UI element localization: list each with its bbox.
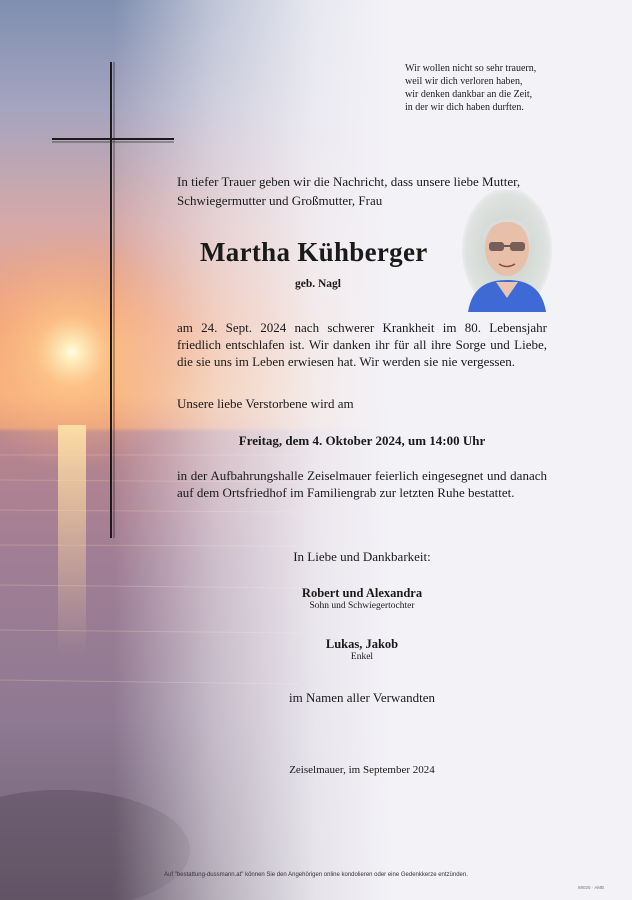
cross-icon (110, 62, 112, 538)
poem-line: Wir wollen nicht so sehr trauern, (405, 63, 537, 74)
deceased-name: Martha Kühberger (200, 237, 428, 267)
funeral-date: Freitag, dem 4. Oktober 2024, um 14:00 Uhr (238, 433, 486, 448)
footer-note: Auf "bestattung-dussmann.at" können Sie den Angehörigen online kondolieren oder eine Gedenkkerze entzünden. (164, 872, 468, 878)
place-date: Zeiselmauer, im September 2024 (289, 764, 435, 776)
family-relation: Sohn und Schwiegertochter (309, 601, 415, 611)
portrait-photo (462, 190, 552, 312)
cross-bar (52, 138, 174, 140)
poem-line: in der wir dich haben durften. (405, 102, 524, 113)
death-paragraph: am 24. Sept. 2024 nach schwerer Krankheit im 80. Lebensjahr friedlich entschlafen ist. Wir danken ihr für all ihre Sorge und Liebe, die sie uns im Leben erwiesen hat. Wir werden sie nie vergessen. (177, 320, 547, 369)
family-relation: Enkel (350, 652, 374, 662)
intro-text: In tiefer Trauer geben wir die Nachricht, dass unsere liebe Mutter, Schwiegermutter und Großmutter, Frau (177, 174, 521, 208)
maiden-name: geb. Nagl (295, 278, 341, 290)
poem (405, 62, 605, 114)
poem-line: weil wir dich verloren haben, (405, 76, 523, 87)
relatives-line: im Namen aller Verwandten (289, 690, 435, 705)
gratitude-line: In Liebe und Dankbarkeit: (293, 549, 431, 564)
family-names: Lukas, Jakob (325, 637, 399, 651)
family-names: Robert und Alexandra (301, 586, 423, 600)
funeral-paragraph: in der Aufbahrungshalle Zeiselmauer feierlich eingesegnet und danach auf dem Ortsfriedhof im Familiengrab zur letzten Ruhe bestattet. (177, 468, 547, 500)
print-code: 89025 · AMB (578, 885, 605, 890)
funeral-intro: Unsere liebe Verstorbene wird am (177, 396, 354, 411)
poem-line: wir denken dankbar an die Zeit, (405, 89, 533, 100)
